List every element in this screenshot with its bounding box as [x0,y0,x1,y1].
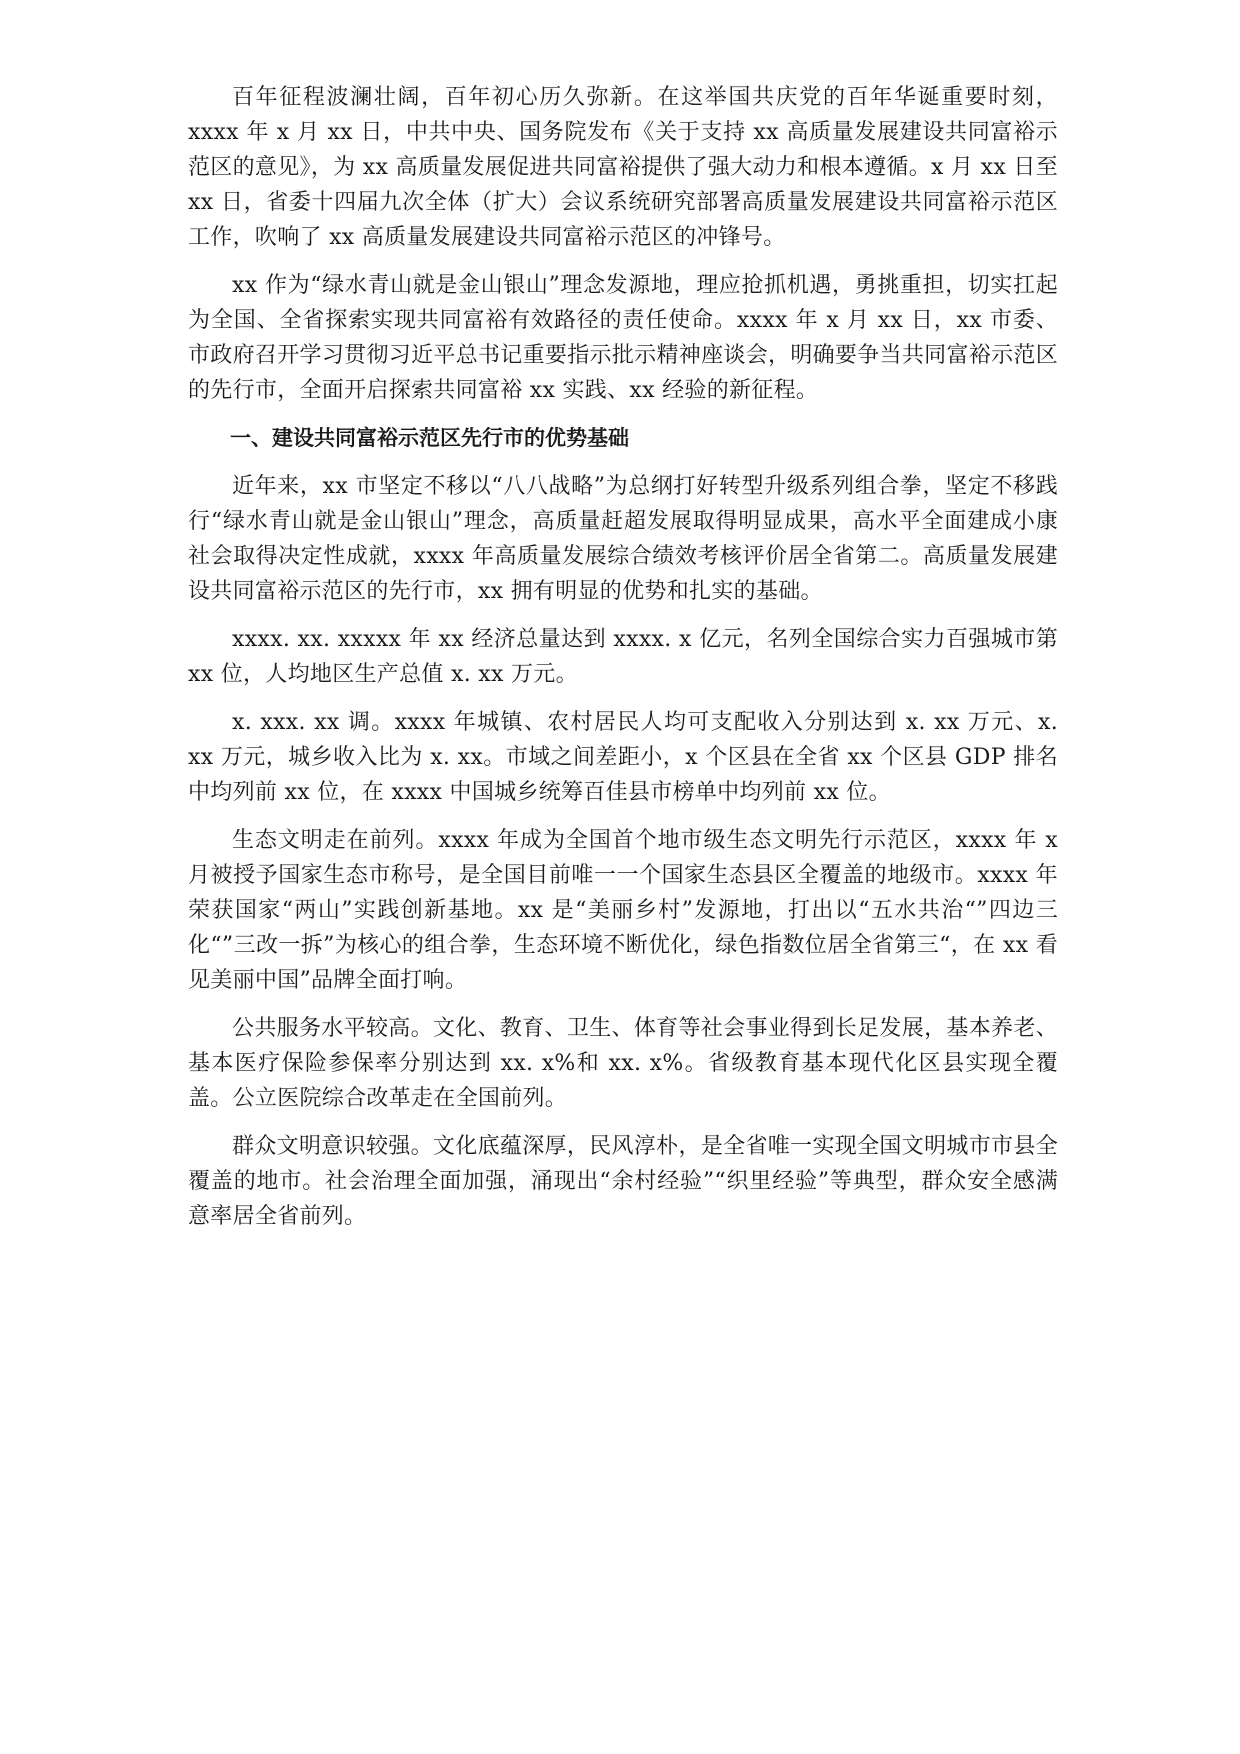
section-paragraph-1: 近年来，xx 市坚定不移以“八八战略”为总纲打好转型升级系列组合拳，坚定不移践行“绿水青山就是金山银山”理念，高质量赶超发展取得明显成果，高水平全面建成小康社会取得决定性成就，xxxx 年高质量发展综合绩效考核评价居全省第二。高质量发展建设共同富裕示范区的先行市，xx 拥有明显的优势和扎实的基础。 [188,474,1058,604]
document-page [188,80,1058,1247]
intro-paragraph-1: 百年征程波澜壮阔，百年初心历久弥新。在这举国共庆党的百年华诞重要时刻，xxxx 年 x 月 xx 日，中共中央、国务院发布《关于支持 xx 高质量发展建设共同富裕示范区的意见》，为 xx 高质量发展促进共同富裕提供了强大动力和根本遵循。x 月 xx 日至 xx 日，省委十四届九次全体（扩大）会议系统研究部署高质量发展建设共同富裕示范区工作，吹响了 xx 高质量发展建设共同富裕示范区的冲锋号。 [188,85,1058,250]
section-paragraph-3: x. xxx. xx 调。xxxx 年城镇、农村居民人均可支配收入分别达到 x. xx 万元、x. xx 万元，城乡收入比为 x. xx。市域之间差距小，x 个区县在全省 xx 个区县 GDP 排名中均列前 xx 位，在 xxxx 中国城乡统筹百佳县市榜单中均列前 xx 位。 [188,710,1058,805]
section-paragraph-5: 公共服务水平较高。文化、教育、卫生、体育等社会事业得到长足发展，基本养老、基本医疗保险参保率分别达到 xx. x%和 xx. x%。省级教育基本现代化区县实现全覆盖。公立医院综合改革走在全国前列。 [188,1016,1058,1111]
section-paragraph-2: xxxx. xx. xxxxx 年 xx 经济总量达到 xxxx. x 亿元，名列全国综合实力百强城市第 xx 位，人均地区生产总值 x. xx 万元。 [188,627,1058,687]
intro-paragraph-2: xx 作为“绿水青山就是金山银山”理念发源地，理应抢抓机遇，勇挑重担，切实扛起为全国、全省探索实现共同富裕有效路径的责任使命。xxxx 年 x 月 xx 日，xx 市委、市政府召开学习贯彻习近平总书记重要指示批示精神座谈会，明确要争当共同富裕示范区的先行市，全面开启探索共同富裕 xx 实践、xx 经验的新征程。 [188,273,1058,403]
section-paragraph-4: 生态文明走在前列。xxxx 年成为全国首个地市级生态文明先行示范区，xxxx 年 x 月被授予国家生态市称号，是全国目前唯一一个国家生态县区全覆盖的地级市。xxxx 年荣获国家“两山”实践创新基地。xx 是“美丽乡村”发源地，打出以“五水共治“”四边三化“”三改一拆”为核心的组合拳，生态环境不断优化，绿色指数位居全省第三“，在 xx 看见美丽中国”品牌全面打响。 [188,828,1058,993]
section-heading: 一、建设共同富裕示范区先行市的优势基础 [230,426,629,450]
section-paragraph-6: 群众文明意识较强。文化底蕴深厚，民风淳朴，是全省唯一实现全国文明城市市县全覆盖的地市。社会治理全面加强，涌现出“余村经验”“织里经验”等典型，群众安全感满意率居全省前列。 [188,1134,1058,1229]
